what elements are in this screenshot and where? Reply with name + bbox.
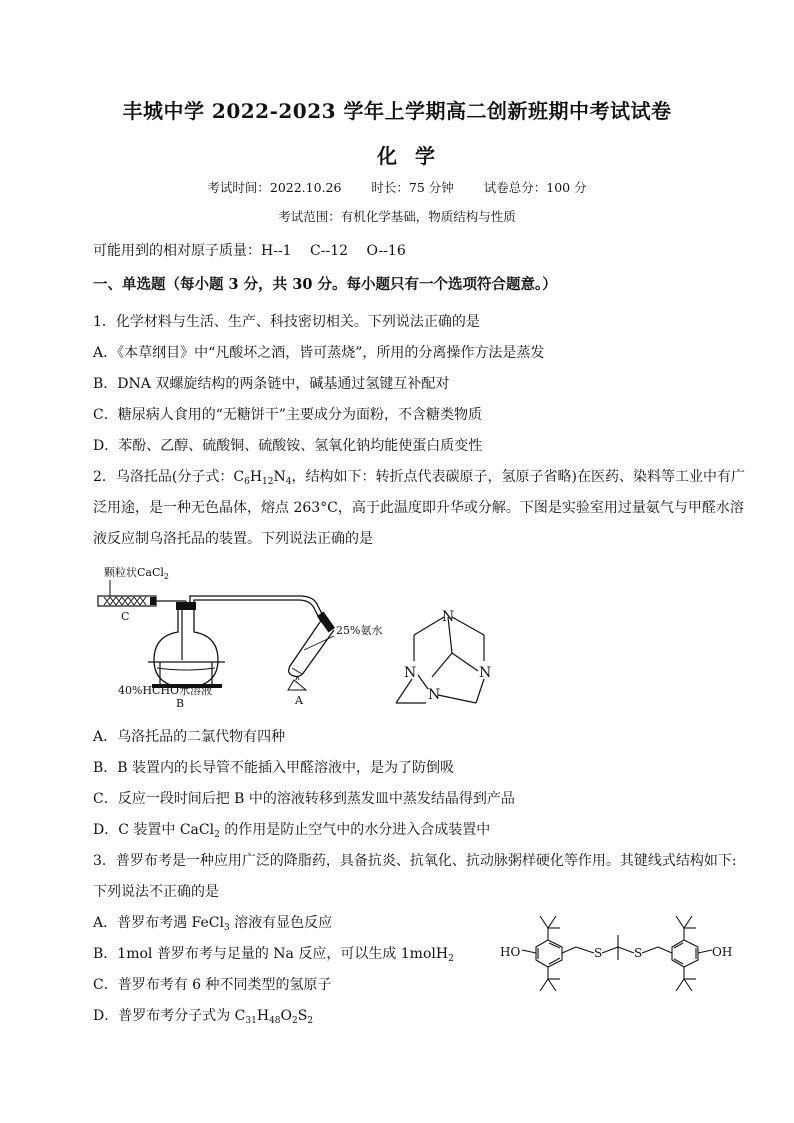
q2-option-a: A．乌洛托品的二氯代物有四种 xyxy=(93,729,286,745)
flame xyxy=(296,677,299,680)
q1-option-c: C．糖尿病人食用的“无糖饼干”主要成分为面粉，不含糖类物质 xyxy=(93,407,483,423)
q1-option-d: D．苯酚、乙醇、硫酸铜、硫酸铵、氢氧化钠均能使蛋白质变性 xyxy=(93,438,483,454)
hexamine-structure xyxy=(388,595,518,715)
q3-stem-line2: 下列说法不正确的是 xyxy=(93,884,219,900)
atomic-mass-line: 可能用到的相对原子质量：H--1 C--12 O--16 xyxy=(93,243,406,259)
q3-option-c: C．普罗布考有 6 种不同类型的氢原子 xyxy=(93,977,332,993)
exam-title: 丰城中学 2022-2023 学年上学期高二创新班期中考试试卷 xyxy=(122,99,672,123)
q3-stem-line1: 3．普罗布考是一种应用广泛的降脂药，具备抗炎、抗氧化、抗动脉粥样硬化等作用。其键线式结构如下: xyxy=(93,853,737,869)
q2-subscript: 6 xyxy=(244,477,250,487)
q1-option-b: B．DNA 双螺旋结构的两条链中，碱基通过氢键互补配对 xyxy=(93,376,450,392)
n-atom-top: N xyxy=(442,609,455,625)
q2-stem-text: H xyxy=(249,469,263,485)
apparatus-figure xyxy=(90,560,430,710)
hcho-label: 40%HCHO水溶液 xyxy=(118,684,213,697)
q2-stem-line1 xyxy=(93,466,745,487)
q2-stem-line2: 泛用途，是一种无色晶体，熔点 263°C，高于此温度即升华或分解。下图是实验室用过量氨气与甲醛水溶 xyxy=(93,500,744,516)
n-atom-bottom: N xyxy=(428,687,441,703)
stopper-c xyxy=(150,597,156,605)
q2-stem-text: N xyxy=(273,469,286,485)
ammonia-label: 25%氨水 xyxy=(336,624,383,637)
q1-option-a: A．《本草纲目》中“凡酸坏之酒，皆可蒸烧”，所用的分离操作方法是蒸发 xyxy=(93,345,545,361)
label-a: A xyxy=(295,694,303,707)
sulfur-atom-left: S xyxy=(594,946,603,960)
q1-stem: 1．化学材料与生活、生产、科技密切相关。下列说法正确的是 xyxy=(93,314,480,330)
q2-subscript: 12 xyxy=(262,477,274,487)
q2-stem-line3: 液反应制乌洛托品的装置。下列说法正确的是 xyxy=(93,531,373,547)
alcohol-lamp xyxy=(288,680,306,690)
q2-stem-text: 2．乌洛托品(分子式：C xyxy=(93,469,245,485)
n-atom-right: N xyxy=(479,665,492,681)
flask-b xyxy=(154,606,218,688)
q2-stem-text: ，结构如下：转折点代表碳原子，氢原子省略)在医药、染料等工业中有广 xyxy=(291,469,745,485)
exam-time: 考试时间：2022.10.26 xyxy=(207,180,342,195)
label-c: C xyxy=(121,610,130,623)
oh-group: OH xyxy=(712,945,733,959)
sulfur-atom-right: S xyxy=(634,946,643,960)
section-heading: 一、单选题（每小题 3 分，共 30 分。每小题只有一个选项符合题意。） xyxy=(93,276,557,293)
probucol-structure xyxy=(498,900,748,995)
q2-option-b: B．B 装置内的长导管不能插入甲醛溶液中，是为了防倒吸 xyxy=(93,760,455,776)
exam-meta xyxy=(0,178,794,196)
q3-option-d: D．普罗布考分子式为 $C_{31}H_{48}O_2S_2$ xyxy=(93,1008,314,1026)
exam-total: 试卷总分：100 分 xyxy=(483,180,587,195)
cacl2-label: 颗粒状CaCl$_2$ xyxy=(104,566,170,581)
q2-option-c: C．反应一段时间后把 B 中的溶液转移到蒸发皿中蒸发结晶得到产品 xyxy=(93,791,515,807)
n-atom-left: N xyxy=(404,665,417,681)
q2-option-d: D．C 装置中 CaCl$_2$ 的作用是防止空气中的水分进入合成装置中 xyxy=(93,822,491,840)
subject-title: 化学 xyxy=(377,144,453,168)
ho-group: HO xyxy=(500,945,521,959)
exam-scope: 考试范围：有机化学基础，物质结构与性质 xyxy=(278,209,516,224)
probucol-bonds xyxy=(522,916,712,991)
label-b: B xyxy=(176,697,185,710)
q3-option-b: B．1mol 普罗布考与足量的 Na 反应，可以生成 1molH$_2$ xyxy=(93,946,454,964)
q3-option-a: A．普罗布考遇 FeCl$_3$ 溶液有显色反应 xyxy=(93,915,333,933)
q2-subscript: 4 xyxy=(285,477,292,487)
exam-duration: 时长：75 分钟 xyxy=(371,180,454,195)
